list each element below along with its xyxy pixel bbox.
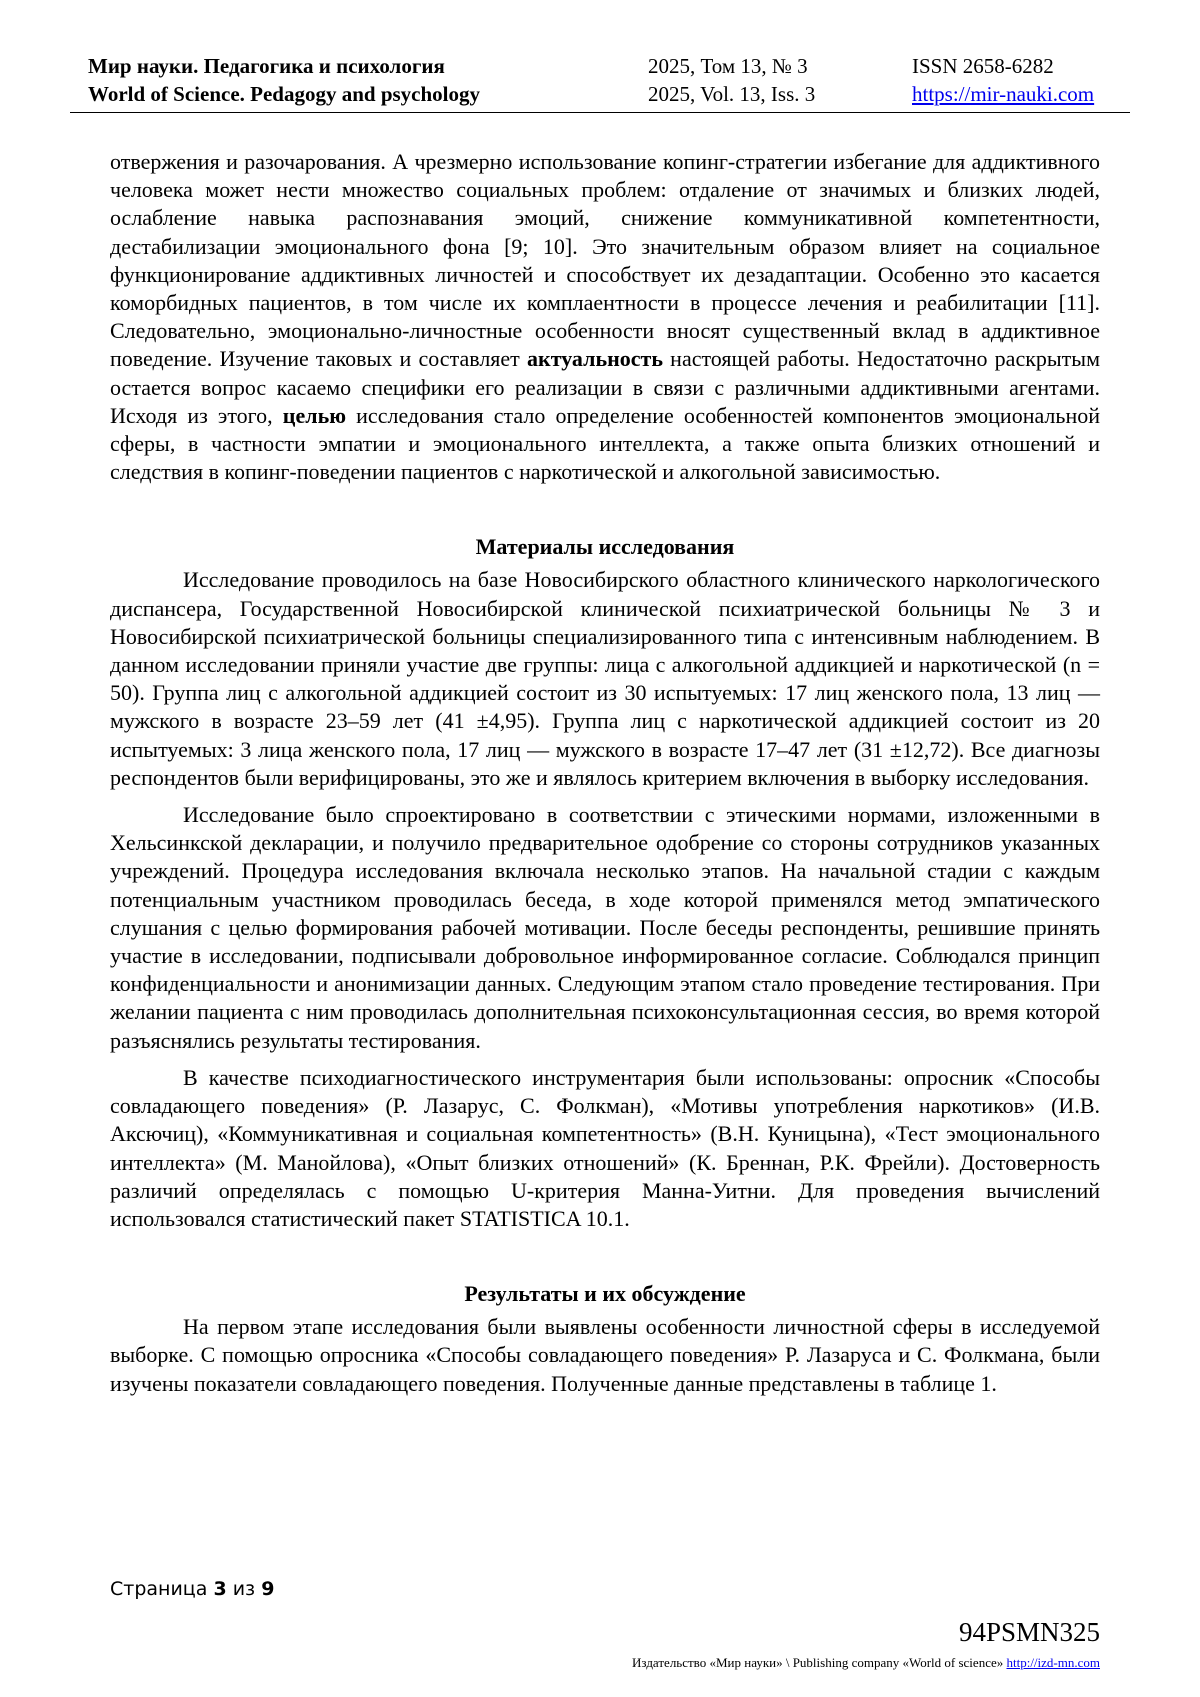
paragraph-study-base: Исследование проводилось на базе Новосибирского областного клинического наркологического диспансера, Государственной Новосибирской клинической психиатрической больницы № 3 и Новосибирской психиатрической больницы специализированного типа с интенсивным наблюдением. В данном исследовании приняли участие две группы: лица с алкогольной аддикцией и наркотической (n = 50). Группа лиц с алкогольной аддикцией состоит из 30 испытуемых: 17 лиц женского пола, 13 лиц — мужского в возрасте 23–59 лет (41 ±4,95). Группа лиц с наркотической аддикцией состоит из 20 испытуемых: 3 лица женского пола, 17 лиц — мужского в возрасте 17–47 лет (31 ±12,72). Все диагнозы респондентов были верифицированы, это же и являлось критерием включения в выборку исследования. [110, 567, 1100, 790]
issn: ISSN 2658-6282 [912, 54, 1054, 78]
issue-en: 2025, Vol. 13, Iss. 3 [648, 82, 816, 106]
page-header [70, 50, 1130, 113]
section-heading-results: Результаты и их обсуждение [464, 1281, 746, 1307]
article-body [110, 148, 1100, 1407]
journal-title-en: World of Science. Pedagogy and psychology [88, 82, 481, 106]
issue-block [648, 52, 815, 108]
journal-url-link[interactable]: https://mir-nauki.com [912, 82, 1095, 106]
issue-ru: 2025, Том 13, № 3 [648, 54, 808, 78]
article-code: 94PSMN325 [958, 1617, 1100, 1647]
paragraph-results: На первом этапе исследования были выявлены особенности личностной сферы в исследуемой выборке. С помощью опросника «Способы совладающего поведения» Р. Лазаруса и С. Фолкмана, были изучены показатели совладающего поведения. Полученные данные представлены в таблице 1. [110, 1314, 1100, 1396]
publisher-link[interactable]: http://izd-mn.com [1006, 1655, 1100, 1670]
journal-title-ru: Мир науки. Педагогика и психология [88, 54, 445, 78]
keyword-relevance: актуальность [527, 346, 663, 372]
keyword-goal: целью [282, 402, 347, 428]
section-heading-materials: Материалы исследования [475, 534, 735, 560]
paragraph-instruments: В качестве психодиагностического инструментария были использованы: опросник «Способы совладающего поведения» (Р. Лазарус, С. Фолкман), «Мотивы употребления наркотиков» (И.В. Аксючиц), «Коммуникативная и социальная компетентность» (В.Н. Куницына), «Тест эмоционального интеллекта» (М. Манойлова), «Опыт близких отношений» (К. Бреннан, Р.К. Фрейли). Достоверность различий определялась с помощью U-критерия Манна-Уитни. Для проведения вычислений использовался статистический пакет STATISTICA 10.1. [110, 1064, 1100, 1231]
journal-title-block [88, 52, 480, 108]
paragraph-ethics: Исследование было спроектировано в соответствии с этическими нормами, изложенными в Хельсинкской декларации, и получило предварительное одобрение со стороны сотрудников указанных учреждений. Процедура исследования включала несколько этапов. На начальной стадии с каждым потенциальным участником проводилась беседа, в ходе которой применялся метод эмпатического слушания с целью формирования рабочей мотивации. После беседы респонденты, решившие принять участие в исследовании, подписывали добровольное информированное согласие. Соблюдался принцип конфиденциальности и анонимизации данных. Следующим этапом стало проведение тестирования. При желании пациента с ним проводилась дополнительная психоконсультационная сессия, во время которой разъяснялись результаты тестирования. [110, 802, 1100, 1053]
issn-block [912, 52, 1094, 108]
page-number: Страница 3 из 9 [110, 1578, 275, 1600]
paragraph-intro: отвержения и разочарования. А чрезмерно использование копинг-стратегии избегание для аддиктивного человека может нести множество социальных проблем: отдаление от значимых и близких людей, ослабление навыка распознавания эмоций, снижение коммуникативной компетентности, дестабилизации эмоционального фона [9; 10]. Это значительным образом влияет на социальное функционирование аддиктивных личностей и способствует их дезадаптации. Особенно это касается коморбидных пациентов, в том числе их комплаентности в процессе лечения и реабилитации [11]. Следовательно, эмоционально-личностные особенности вносят существенный вклад в аддиктивное поведение. Изучение таковых и составляет актуальность настоящей работы. Недостаточно раскрытым остается вопрос касаемо специфики его реализации в связи с различными аддиктивными агентами. Исходя из этого, целью исследования стало определение особенностей компонентов эмоциональной сферы, в частности эмпатии и эмоционального интеллекта, а также опыта близких отношений и следствия в копинг-поведении пациентов с наркотической и алкогольной зависимостью. [110, 149, 1100, 485]
publisher-line: Издательство «Мир науки» \ Publishing company «World of science» http://izd-mn.com [632, 1655, 1100, 1670]
